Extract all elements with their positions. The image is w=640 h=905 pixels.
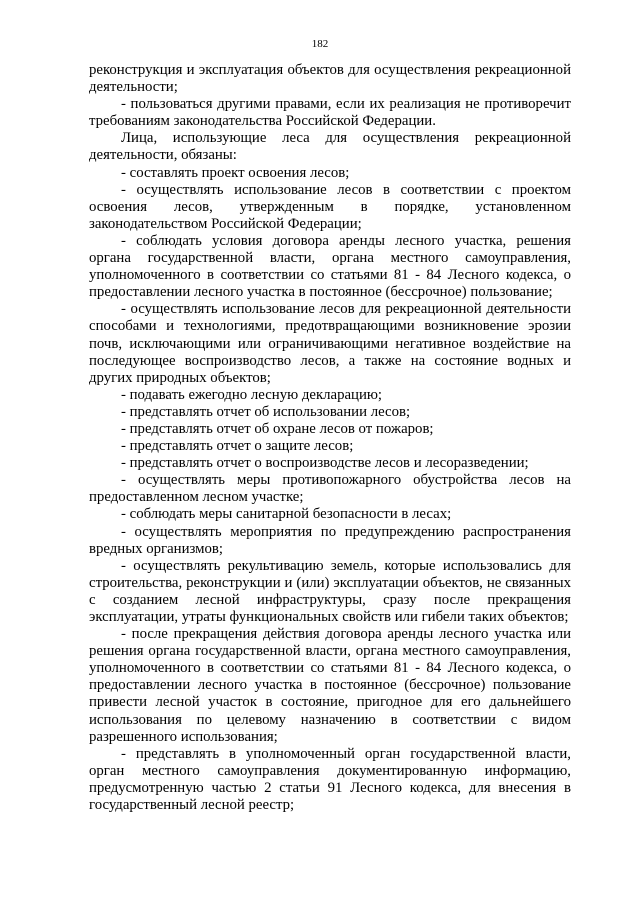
list-item: - осуществлять использование лесов в соответствии с проектом освоения лесов, утвержденным в порядке, установленном законодательством Российской Федерации; — [89, 181, 571, 232]
document-body — [89, 62, 571, 814]
list-item: - осуществлять рекультивацию земель, которые использовались для строительства, реконструкции и (или) эксплуатации объектов, не связанных с созданием лесной инфраструктуры, сразу после прекращения эксплуатации, утраты функциональных свойств или гибели таких объектов; — [89, 557, 571, 625]
list-item: - соблюдать меры санитарной безопасности в лесах; — [121, 506, 452, 523]
list-item: - соблюдать условия договора аренды лесного участка, решения органа государственной власти, органа местного самоуправления, уполномоченного в соответствии со статьями 81 - 84 Лесного кодекса, о предоставлении лесного участка в постоянное (бессрочное) пользование; — [89, 232, 571, 301]
paragraph-obligations-intro: Лица, использующие леса для осуществления рекреационной деятельности, обязаны: — [89, 130, 571, 164]
list-item: - представлять в уполномоченный орган государственной власти, орган местного самоуправления документированную информацию, предусмотренную частью 2 статьи 91 Лесного кодекса, для внесения в государственный лесной реестр; — [89, 745, 571, 814]
list-item: - после прекращения действия договора аренды лесного участка или решения органа государственной власти, органа местного самоуправления, уполномоченного в соответствии со статьями 81 - 84 Лесного кодекса, о предоставлении лесного участка в постоянное (бессрочное) пользование привести лесной участок в состояние, пригодное для его дальнейшего использования по целевому назначению в соответствии с видом разрешенного использования; — [89, 626, 571, 745]
list-item: - представлять отчет об использовании лесов; — [121, 403, 411, 420]
list-item: - осуществлять меры противопожарного обустройства лесов на предоставленном лесном участке; — [89, 472, 571, 506]
list-item: - осуществлять использование лесов для рекреационной деятельности способами и технологиями, предотвращающими возникновение эрозии почв, исключающими или ограничивающими негативное воздействие на последующее воспроизводство лесов, а также на состояние водных и других природных объектов; — [89, 301, 571, 386]
list-item-other-rights: - пользоваться другими правами, если их реализация не противоречит требованиям законодательства Российской Федерации. — [89, 96, 571, 130]
list-item: - представлять отчет об охране лесов от пожаров; — [121, 420, 434, 437]
list-item: - представлять отчет о защите лесов; — [121, 438, 354, 455]
list-item: - представлять отчет о воспроизводстве лесов и лесоразведении; — [121, 455, 529, 472]
list-item: - подавать ежегодно лесную декларацию; — [121, 386, 383, 403]
list-item: - составлять проект освоения лесов; — [121, 164, 350, 181]
paragraph-continuation: реконструкция и эксплуатация объектов для осуществления рекреационной деятельности; — [89, 62, 571, 96]
page-number: 182 — [311, 38, 329, 50]
list-item: - осуществлять мероприятия по предупреждению распространения вредных организмов; — [89, 523, 571, 557]
